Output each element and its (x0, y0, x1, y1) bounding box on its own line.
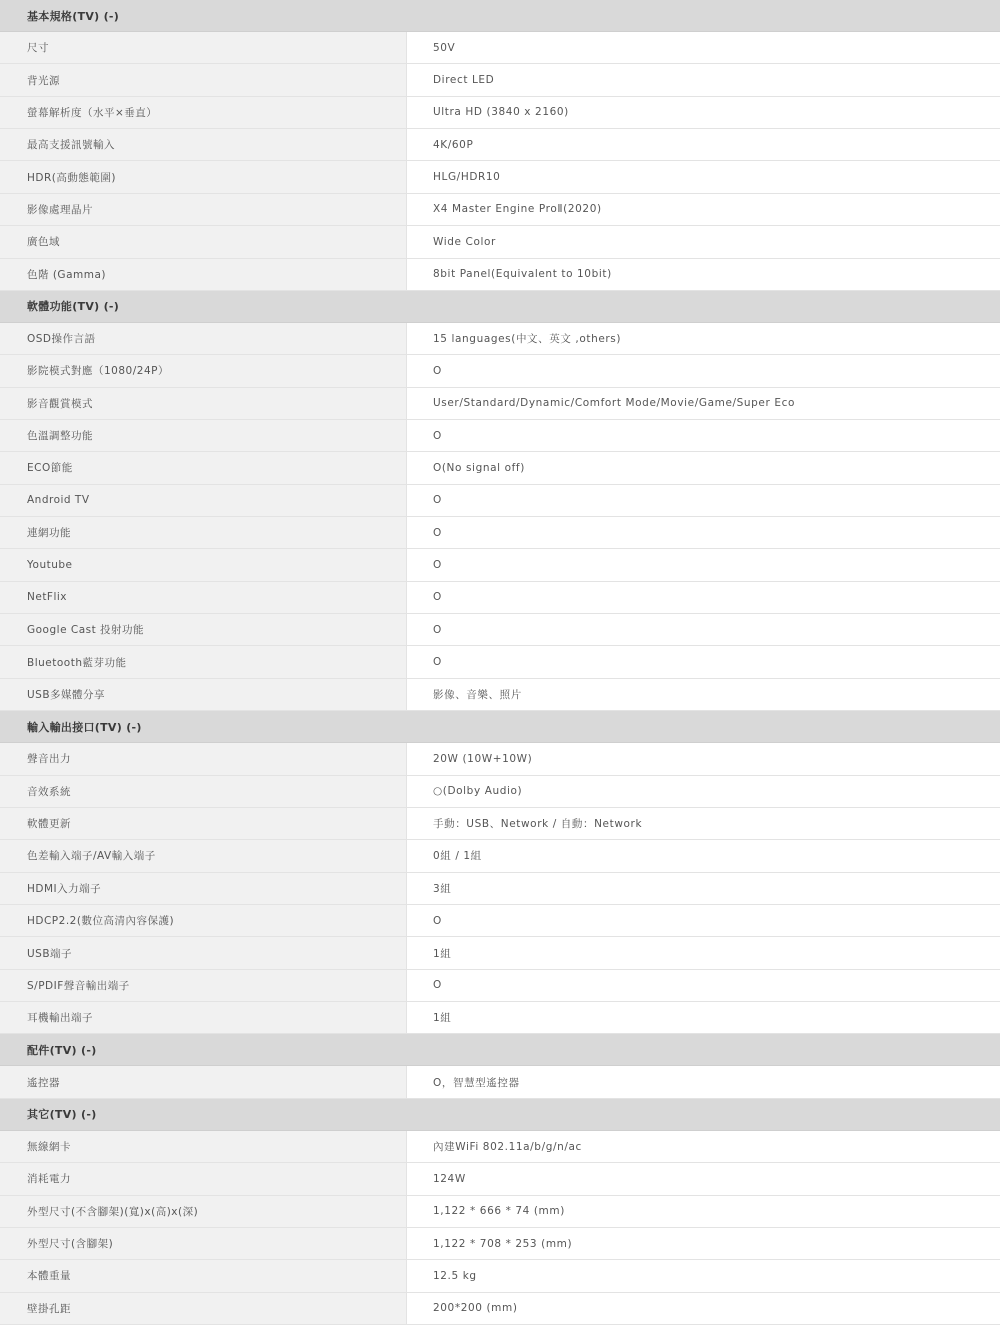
spec-row (0, 194, 1000, 226)
spec-label: 背光源 (0, 64, 407, 95)
spec-row (0, 420, 1000, 452)
spec-label: Youtube (0, 549, 407, 580)
spec-label: 連網功能 (0, 517, 407, 548)
spec-value: Ultra HD (3840 x 2160) (407, 97, 1000, 128)
spec-value: 1組 (407, 1002, 1000, 1033)
spec-value: 50V (407, 32, 1000, 63)
spec-label: 本體重量 (0, 1260, 407, 1291)
spec-value: ○(Dolby Audio) (407, 776, 1000, 807)
spec-label: NetFlix (0, 582, 407, 613)
spec-row (0, 517, 1000, 549)
spec-value: O (407, 970, 1000, 1001)
spec-row (0, 1163, 1000, 1195)
spec-value: 20W (10W+10W) (407, 743, 1000, 774)
spec-row (0, 452, 1000, 484)
spec-value: 內建WiFi 802.11a/b/g/n/ac (407, 1131, 1000, 1162)
spec-value: 124W (407, 1163, 1000, 1194)
spec-label: 聲音出力 (0, 743, 407, 774)
spec-label: HDCP2.2(數位高清內容保護) (0, 905, 407, 936)
spec-row (0, 226, 1000, 258)
spec-value: O (407, 905, 1000, 936)
spec-label: 音效系統 (0, 776, 407, 807)
spec-value: User/Standard/Dynamic/Comfort Mode/Movie/Game/Super Eco (407, 388, 1000, 419)
spec-row (0, 388, 1000, 420)
spec-value: Direct LED (407, 64, 1000, 95)
spec-label: HDMI入力端子 (0, 873, 407, 904)
spec-value: 15 languages(中文、英文 ,others) (407, 323, 1000, 354)
spec-value: 3組 (407, 873, 1000, 904)
spec-row (0, 259, 1000, 291)
spec-value: HLG/HDR10 (407, 161, 1000, 192)
spec-row (0, 97, 1000, 129)
spec-row (0, 161, 1000, 193)
spec-row (0, 485, 1000, 517)
spec-value: O，智慧型遙控器 (407, 1066, 1000, 1097)
spec-value: O (407, 355, 1000, 386)
spec-value: 8bit Panel(Equivalent to 10bit) (407, 259, 1000, 290)
spec-row (0, 679, 1000, 711)
spec-label: 外型尺寸(含腳架) (0, 1228, 407, 1259)
section-header: 基本規格(TV) (-) (0, 0, 1000, 32)
spec-label: 軟體更新 (0, 808, 407, 839)
spec-row (0, 646, 1000, 678)
spec-value: O (407, 582, 1000, 613)
spec-row (0, 582, 1000, 614)
spec-label: Android TV (0, 485, 407, 516)
spec-label: 影像處理晶片 (0, 194, 407, 225)
spec-row (0, 1131, 1000, 1163)
section-header: 輸入輸出接口(TV) (-) (0, 711, 1000, 743)
spec-value: O (407, 420, 1000, 451)
spec-row (0, 776, 1000, 808)
spec-label: 耳機輸出端子 (0, 1002, 407, 1033)
section-header: 軟體功能(TV) (-) (0, 291, 1000, 323)
spec-value: Wide Color (407, 226, 1000, 257)
spec-row (0, 808, 1000, 840)
spec-value: X4 Master Engine ProⅡ(2020) (407, 194, 1000, 225)
spec-row (0, 614, 1000, 646)
spec-row (0, 355, 1000, 387)
spec-row (0, 1293, 1000, 1325)
spec-row (0, 549, 1000, 581)
spec-row (0, 937, 1000, 969)
spec-row (0, 970, 1000, 1002)
spec-row (0, 129, 1000, 161)
spec-value: 1,122 * 666 * 74 (mm) (407, 1196, 1000, 1227)
spec-label: 色差輸入端子/AV輸入端子 (0, 840, 407, 871)
spec-label: 廣色域 (0, 226, 407, 257)
spec-label: USB端子 (0, 937, 407, 968)
spec-value: 1,122 * 708 * 253 (mm) (407, 1228, 1000, 1259)
spec-label: 消耗電力 (0, 1163, 407, 1194)
spec-label: 無線網卡 (0, 1131, 407, 1162)
spec-row (0, 840, 1000, 872)
spec-label: USB多媒體分享 (0, 679, 407, 710)
spec-label: 遙控器 (0, 1066, 407, 1097)
spec-value: O (407, 614, 1000, 645)
spec-row (0, 323, 1000, 355)
spec-value: 1組 (407, 937, 1000, 968)
spec-label: 外型尺寸(不含腳架)(寬)x(高)x(深) (0, 1196, 407, 1227)
spec-label: 尺寸 (0, 32, 407, 63)
spec-row (0, 1196, 1000, 1228)
spec-label: Bluetooth藍芽功能 (0, 646, 407, 677)
spec-row (0, 1002, 1000, 1034)
section-header: 配件(TV) (-) (0, 1034, 1000, 1066)
spec-value: 12.5 kg (407, 1260, 1000, 1291)
spec-value: 4K/60P (407, 129, 1000, 160)
spec-label: 螢幕解析度（水平×垂直） (0, 97, 407, 128)
spec-value: 影像、音樂、照片 (407, 679, 1000, 710)
spec-label: S/PDIF聲音輸出端子 (0, 970, 407, 1001)
spec-row (0, 743, 1000, 775)
spec-value: O (407, 485, 1000, 516)
spec-label: 影音觀賞模式 (0, 388, 407, 419)
spec-row (0, 64, 1000, 96)
spec-label: Google Cast 投射功能 (0, 614, 407, 645)
spec-value: O (407, 646, 1000, 677)
spec-label: 色溫調整功能 (0, 420, 407, 451)
spec-label: OSD操作言語 (0, 323, 407, 354)
spec-row (0, 873, 1000, 905)
spec-row (0, 1066, 1000, 1098)
section-header: 其它(TV) (-) (0, 1099, 1000, 1131)
spec-value: 0組 / 1組 (407, 840, 1000, 871)
spec-value: O (407, 549, 1000, 580)
spec-label: 影院模式對應（1080/24P） (0, 355, 407, 386)
spec-value: 200*200 (mm) (407, 1293, 1000, 1324)
spec-value: O(No signal off) (407, 452, 1000, 483)
spec-label: 色階 (Gamma) (0, 259, 407, 290)
spec-value: O (407, 517, 1000, 548)
spec-label: ECO節能 (0, 452, 407, 483)
spec-row (0, 1260, 1000, 1292)
spec-label: 壁掛孔距 (0, 1293, 407, 1324)
spec-label: 最高支援訊號輸入 (0, 129, 407, 160)
spec-row (0, 32, 1000, 64)
spec-label: HDR(高動態範圍) (0, 161, 407, 192)
spec-value: 手動：USB、Network / 自動：Network (407, 808, 1000, 839)
spec-row (0, 1228, 1000, 1260)
spec-row (0, 905, 1000, 937)
